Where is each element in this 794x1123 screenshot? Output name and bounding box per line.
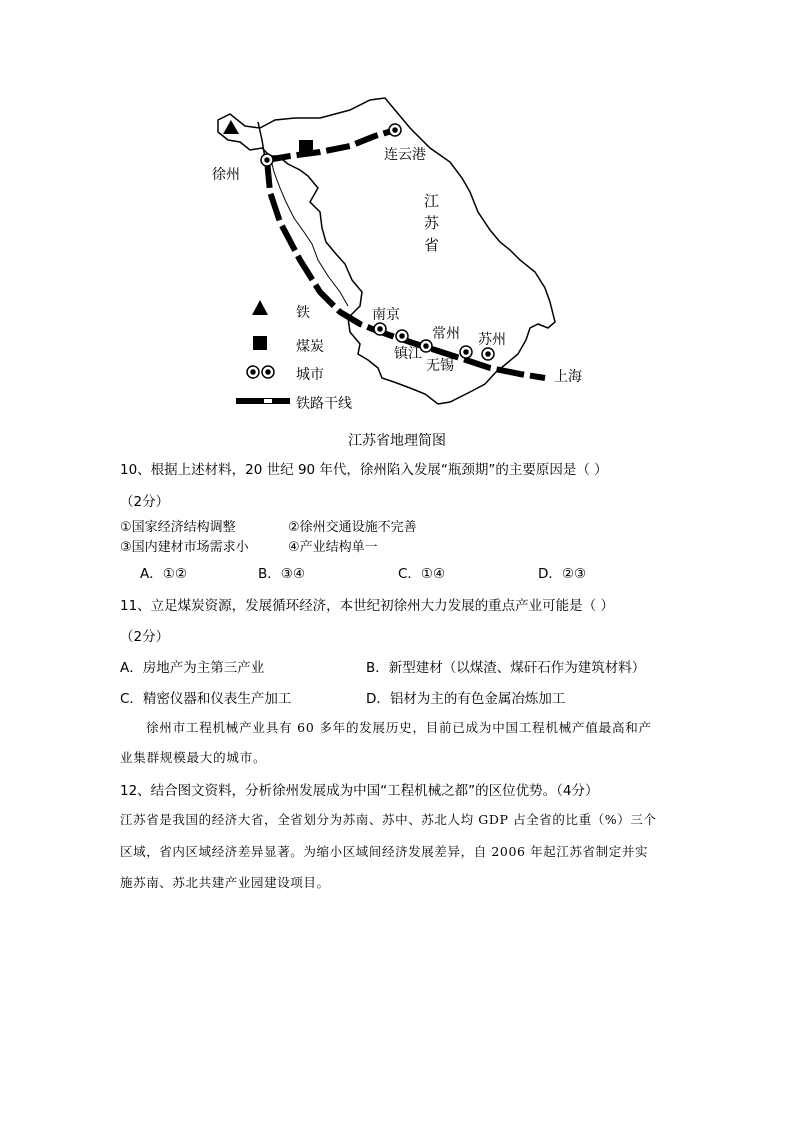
city-label-xuzhou: 徐州 (212, 167, 240, 183)
legend-city-label: 城市 (296, 367, 324, 383)
legend-city-icon (247, 366, 274, 378)
q10-option-a[interactable]: A．①② (140, 566, 187, 582)
legend-coal-label: 煤炭 (296, 339, 324, 355)
passage1-line1: 徐州市工程机械产业具有 60 多年的发展历史，目前已成为中国工程机械产值最高和产 (146, 720, 652, 735)
city-label-changzhou: 常州 (432, 326, 460, 342)
legend-iron-icon (252, 300, 268, 315)
q11-score: （2分） (120, 629, 170, 645)
q10-item4: ④产业结构单一 (288, 540, 378, 555)
jiangsu-map (200, 92, 600, 422)
q10-option-b[interactable]: B．③④ (258, 566, 305, 582)
iron-symbol-map (223, 120, 239, 134)
q12-stem: 12、结合图文资料，分析徐州发展成为中国“工程机械之都”的区位优势。（4分） (120, 783, 599, 799)
q10-item1: ①国家经济结构调整 (120, 520, 236, 535)
q10-option-c[interactable]: C．①④ (398, 566, 446, 582)
q10-item3: ③国内建材市场需求小 (120, 540, 249, 555)
coal-symbol-map (299, 140, 313, 154)
legend-railway-label: 铁路干线 (296, 396, 352, 412)
map-caption: 江苏省地理简图 (348, 433, 446, 449)
q11-option-c[interactable]: C．精密仪器和仪表生产加工 (120, 691, 292, 707)
q10-score: （2分） (120, 494, 170, 510)
province-label: 江 苏 省 (424, 192, 440, 254)
q10-option-d[interactable]: D．②③ (538, 566, 587, 582)
city-label-nanjing: 南京 (372, 307, 400, 323)
q11-stem: 11、立足煤炭资源，发展循环经济，本世纪初徐州大力发展的重点产业可能是（ ） (120, 598, 614, 614)
q10-stem: 10、根据上述材料，20 世纪 90 年代，徐州陷入发展“瓶颈期”的主要原因是（ ） (120, 462, 608, 478)
passage2-line1: 江苏省是我国的经济大省，全省划分为苏南、苏中、苏北人均 GDP 占全省的比重（%）三个 (120, 812, 657, 827)
legend-coal-icon (253, 336, 267, 350)
legend-iron-label: 铁 (296, 305, 310, 321)
passage2-line3: 施苏南、苏北共建产业园建设项目。 (120, 875, 330, 890)
map-graphic (200, 92, 600, 422)
passage2-line2: 区域，省内区域经济差异显著。为缩小区域间经济发展差异，自 2006 年起江苏省制定并实 (120, 844, 649, 859)
q11-option-a[interactable]: A．房地产为主第三产业 (120, 660, 265, 676)
q11-option-d[interactable]: D．铝材为主的有色金属冶炼加工 (366, 691, 566, 707)
passage1-line2: 业集群规模最大的城市。 (120, 750, 267, 765)
city-label-lianyungang: 连云港 (384, 147, 426, 163)
city-label-suzhou: 苏州 (478, 332, 506, 348)
city-label-wuxi: 无锡 (426, 358, 454, 374)
q11-option-b[interactable]: B．新型建材（以煤渣、煤矸石作为建筑材料） (366, 660, 646, 676)
q10-item2: ②徐州交通设施不完善 (288, 520, 417, 535)
city-label-zhenjiang: 镇江 (394, 346, 422, 362)
legend-railway-icon (236, 398, 290, 404)
city-label-shanghai: 上海 (554, 369, 582, 385)
